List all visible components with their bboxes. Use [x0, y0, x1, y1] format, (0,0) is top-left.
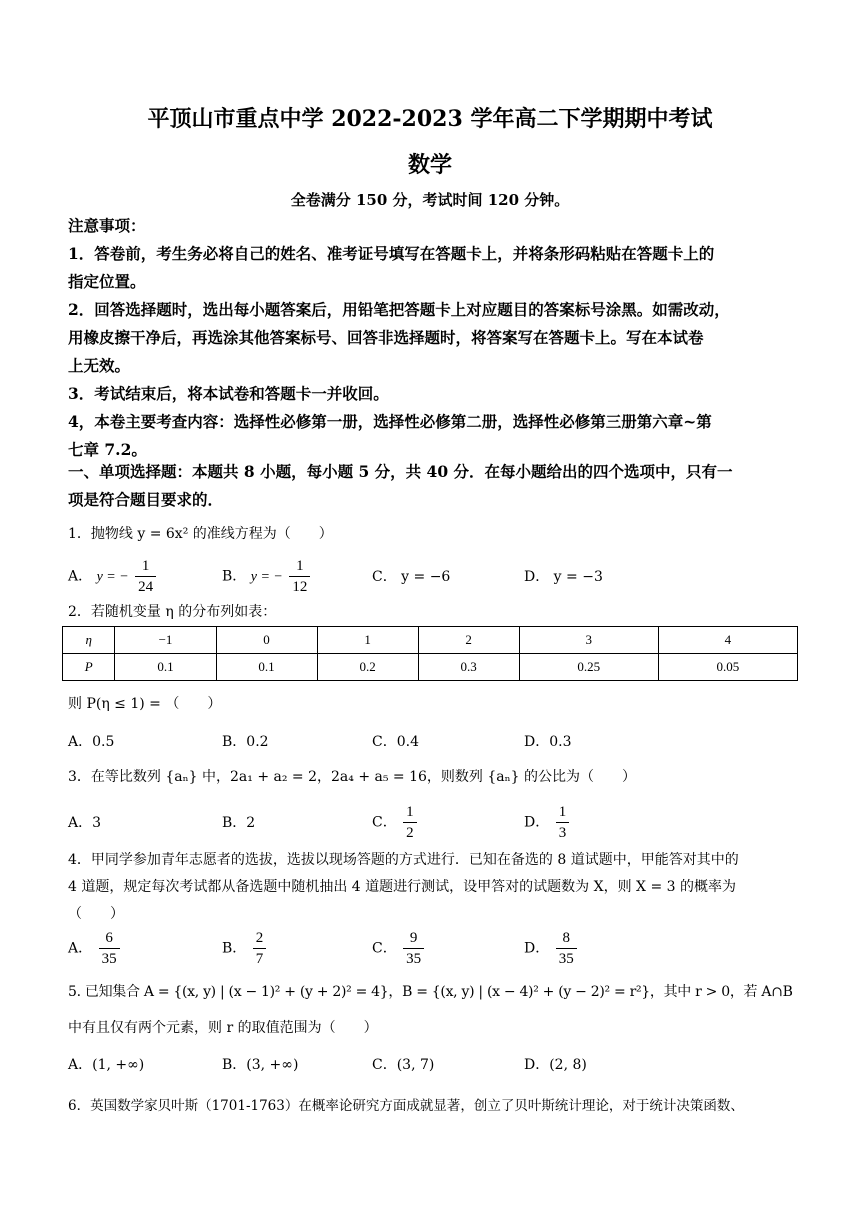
q1-option-c: C． y = −6 [372, 569, 451, 585]
question-2-ask: 则 P(η ≤ 1) = （ ） [68, 696, 222, 712]
note-line: 3．考试结束后，将本试卷和答题卡一并收回。 [68, 384, 389, 403]
q5-option-d: D．(2, 8) [524, 1057, 587, 1073]
table-cell: P [63, 654, 115, 681]
table-cell: 0.3 [418, 654, 519, 681]
q4-option-d: D． $\frac{8}{35}$ [524, 928, 579, 969]
q3-option-c: C． $\frac{1}{2}$ [372, 802, 419, 843]
q5-option-b: B．(3, +∞) [222, 1057, 299, 1073]
note-line: 上无效。 [68, 356, 131, 375]
question-4-line: 4 道题，规定每次考试都从备选题中随机抽出 4 道题进行测试，设甲答对的试题数为 X，则 X = 3 的概率为 [68, 879, 736, 895]
table-cell: 2 [418, 627, 519, 654]
note-line: 指定位置。 [68, 272, 146, 291]
q2-option-d: D．0.3 [524, 734, 572, 750]
q1-option-a: A． y = − $\frac{1}{24}$ [68, 556, 158, 597]
fraction: $\frac{1}{12}$ [289, 556, 310, 597]
section-heading-cont: 项是符合题目要求的． [68, 490, 224, 509]
question-1-stem: 1．抛物线 y = 6x² 的准线方程为（ ） [68, 526, 333, 542]
q2-option-c: C．0.4 [372, 734, 419, 750]
table-row [63, 627, 798, 654]
fraction: $\frac{2}{7}$ [253, 928, 267, 969]
table-cell: 4 [658, 627, 797, 654]
question-5-line: 5. 已知集合 A = {(x, y) | (x − 1)² + (y + 2)² = 4}，B = {(x, y) | (x − 4)² + (y − 2)² = r²}，其中 r > 0，若 A∩B [68, 984, 793, 1000]
q4-option-a: A． $\frac{6}{35}$ [68, 928, 122, 969]
q2-option-b: B．0.2 [222, 734, 269, 750]
subject-title: 数学 [407, 152, 452, 178]
table-cell: 0.25 [519, 654, 658, 681]
q1-option-d: D． y = −3 [524, 569, 603, 585]
question-2-stem: 2．若随机变量 η 的分布列如表： [68, 604, 277, 620]
table-cell: 0.2 [317, 654, 418, 681]
section-heading: 一、单项选择题：本题共 8 小题，每小题 5 分，共 40 分．在每小题给出的四个选项中，只有一 [68, 462, 733, 481]
fraction: $\frac{1}{2}$ [403, 802, 417, 843]
table-cell: 0 [216, 627, 317, 654]
question-4-line: 4．甲同学参加青年志愿者的选拔，选拔以现场答题的方式进行．已知在备选的 8 道试题中，甲能答对其中的 [68, 852, 739, 868]
table-cell: −1 [115, 627, 216, 654]
fraction: $\frac{6}{35}$ [99, 928, 120, 969]
q5-option-a: A．(1, +∞) [68, 1057, 145, 1073]
table-cell: 0.1 [115, 654, 216, 681]
fraction: $\frac{9}{35}$ [403, 928, 424, 969]
q3-option-d: D． $\frac{1}{3}$ [524, 802, 571, 843]
table-cell: 0.05 [658, 654, 797, 681]
q3-option-a: A．3 [68, 815, 102, 831]
fraction: $\frac{1}{24}$ [135, 556, 156, 597]
q4-option-b: B． $\frac{2}{7}$ [222, 928, 268, 969]
note-line: 2．回答选择题时，选出每小题答案后，用铅笔把答题卡上对应题目的答案标号涂黑。如需改动， [68, 300, 730, 319]
q3-option-b: B．2 [222, 815, 256, 831]
note-line: 用橡皮擦干净后，再选涂其他答案标号、回答非选择题时，将答案写在答题卡上。写在本试卷 [68, 328, 704, 347]
note-line: 4，本卷主要考查内容：选择性必修第一册，选择性必修第二册，选择性必修第三册第六章~第 [68, 412, 712, 431]
exam-info: 全卷满分 150 分，考试时间 120 分钟。 [290, 191, 570, 209]
fraction: $\frac{1}{3}$ [556, 802, 570, 843]
fraction: $\frac{8}{35}$ [556, 928, 577, 969]
q4-option-c: C． $\frac{9}{35}$ [372, 928, 426, 969]
q5-option-c: C．(3, 7) [372, 1057, 435, 1073]
question-6-line: 6．英国数学家贝叶斯（1701-1763）在概率论研究方面成就显著，创立了贝叶斯统计理论，对于统计决策函数、 [68, 1098, 744, 1114]
notes-heading: 注意事项： [68, 216, 146, 235]
exam-title: 平顶山市重点中学 2022-2023 学年高二下学期期中考试 [147, 106, 713, 132]
question-4-line: （ ） [68, 906, 124, 922]
distribution-table [62, 626, 798, 681]
q2-option-a: A．0.5 [68, 734, 115, 750]
table-cell: η [63, 627, 115, 654]
question-3-stem: 3．在等比数列 {aₙ} 中，2a₁ + a₂ = 2，2a₄ + a₅ = 16，则数列 {aₙ} 的公比为（ ） [68, 769, 637, 785]
table-row [63, 654, 798, 681]
table-cell: 3 [519, 627, 658, 654]
table-cell: 1 [317, 627, 418, 654]
q1-option-b: B． y = − $\frac{1}{12}$ [222, 556, 312, 597]
note-line: 1．答卷前，考生务必将自己的姓名、准考证号填写在答题卡上，并将条形码粘贴在答题卡上的 [68, 244, 715, 263]
table-cell: 0.1 [216, 654, 317, 681]
question-5-line: 中有且仅有两个元素，则 r 的取值范围为（ ） [68, 1020, 378, 1036]
note-line: 七章 7.2。 [68, 440, 147, 459]
